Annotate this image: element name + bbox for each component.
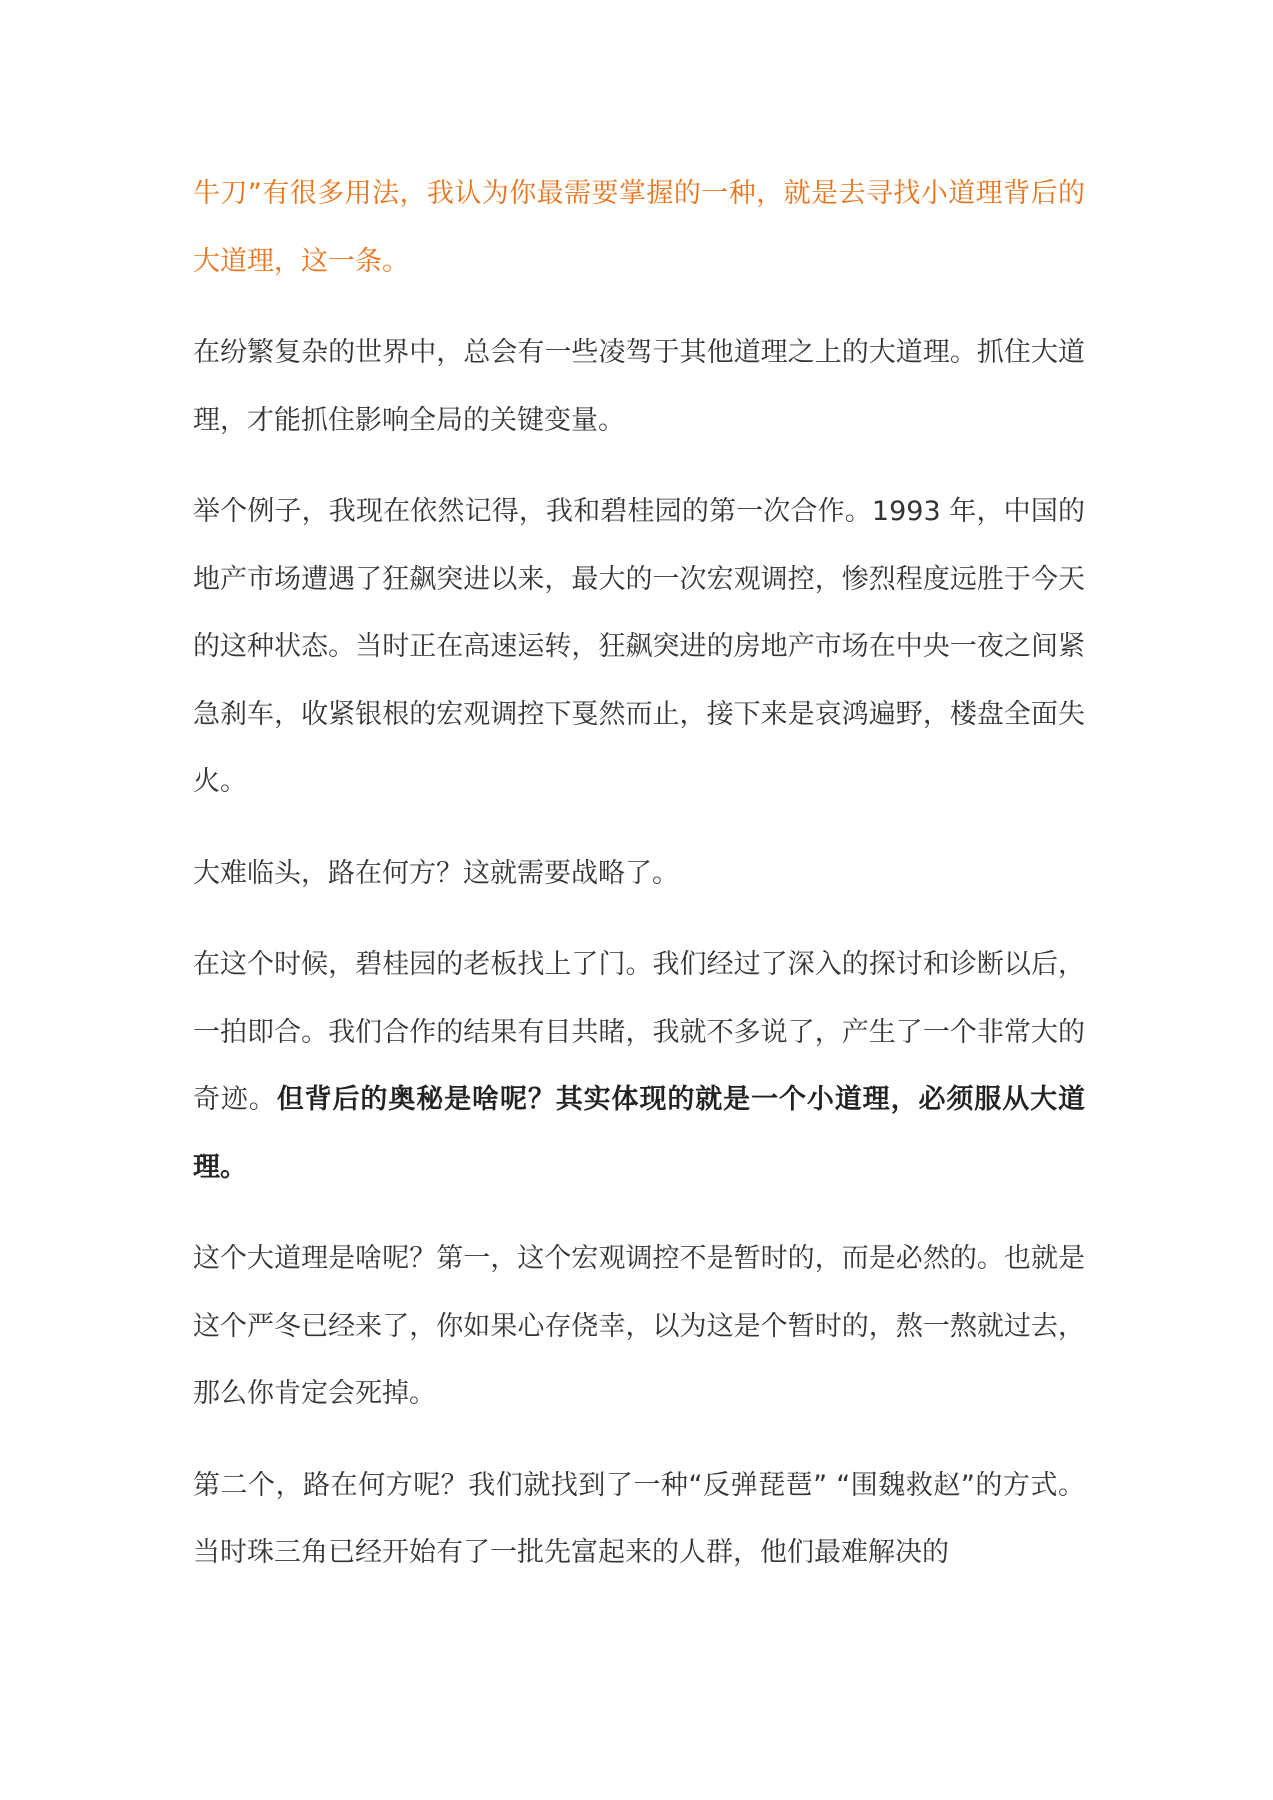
paragraph-text: 牛刀”有很多用法，我认为你最需要掌握的一种，就是去寻找小道理背后的大道理，这一条。 (193, 178, 1085, 277)
paragraph-bold-emphasis: 但背后的奥秘是啥呢？其实体现的就是一个小道理，必须服从大道理。 (193, 1084, 1086, 1183)
paragraph-text: 第二个，路在何方呢？我们就找到了一种“反弹琵琶” “围魏救赵”的方式。当时珠三角已经开始有了一批先富起来的人群，他们最难解决的 (193, 1469, 1085, 1568)
paragraph-text: 在纷繁复杂的世界中，总会有一些凌驾于其他道理之上的大道理。抓住大道理，才能抓住影响全局的关键变量。 (193, 337, 1085, 436)
paragraph-crisis-question (193, 840, 1085, 908)
paragraph-text: 在这个时候，碧桂园的老板找上了门。我们经过了深入的探讨和诊断以后，一拍即合。我们合作的结果有目共睹，我就不多说了，产生了一个非常大的奇迹。 (193, 949, 1085, 1115)
article-body (193, 160, 1085, 1611)
paragraph-big-principle (193, 319, 1085, 454)
paragraph-text: 大难临头，路在何方？这就需要战略了。 (193, 857, 679, 889)
paragraph-text: 举个例子，我现在依然记得，我和碧桂园的第一次合作。1993 年，中国的地产市场遭遇了狂飙突进以来，最大的一次宏观调控，惨烈程度远胜于今天的这种状态。当时正在高速运转，狂飙突进的房地产市场在中央一夜之间紧急刹车，收紧银根的宏观调控下戛然而止，接下来是哀鸿遍野，楼盘全面失火。 (193, 496, 1085, 797)
paragraph-highlighted-intro (193, 160, 1085, 295)
paragraph-text: 这个大道理是啥呢？第一，这个宏观调控不是暂时的，而是必然的。也就是这个严冬已经来了，你如果心存侥幸，以为这是个暂时的，熬一熬就过去，那么你肯定会死掉。 (193, 1243, 1085, 1409)
paragraph-cooperation (193, 931, 1085, 1201)
paragraph-example-1993 (193, 478, 1085, 816)
paragraph-second-point (193, 1452, 1085, 1587)
paragraph-first-point (193, 1225, 1085, 1428)
